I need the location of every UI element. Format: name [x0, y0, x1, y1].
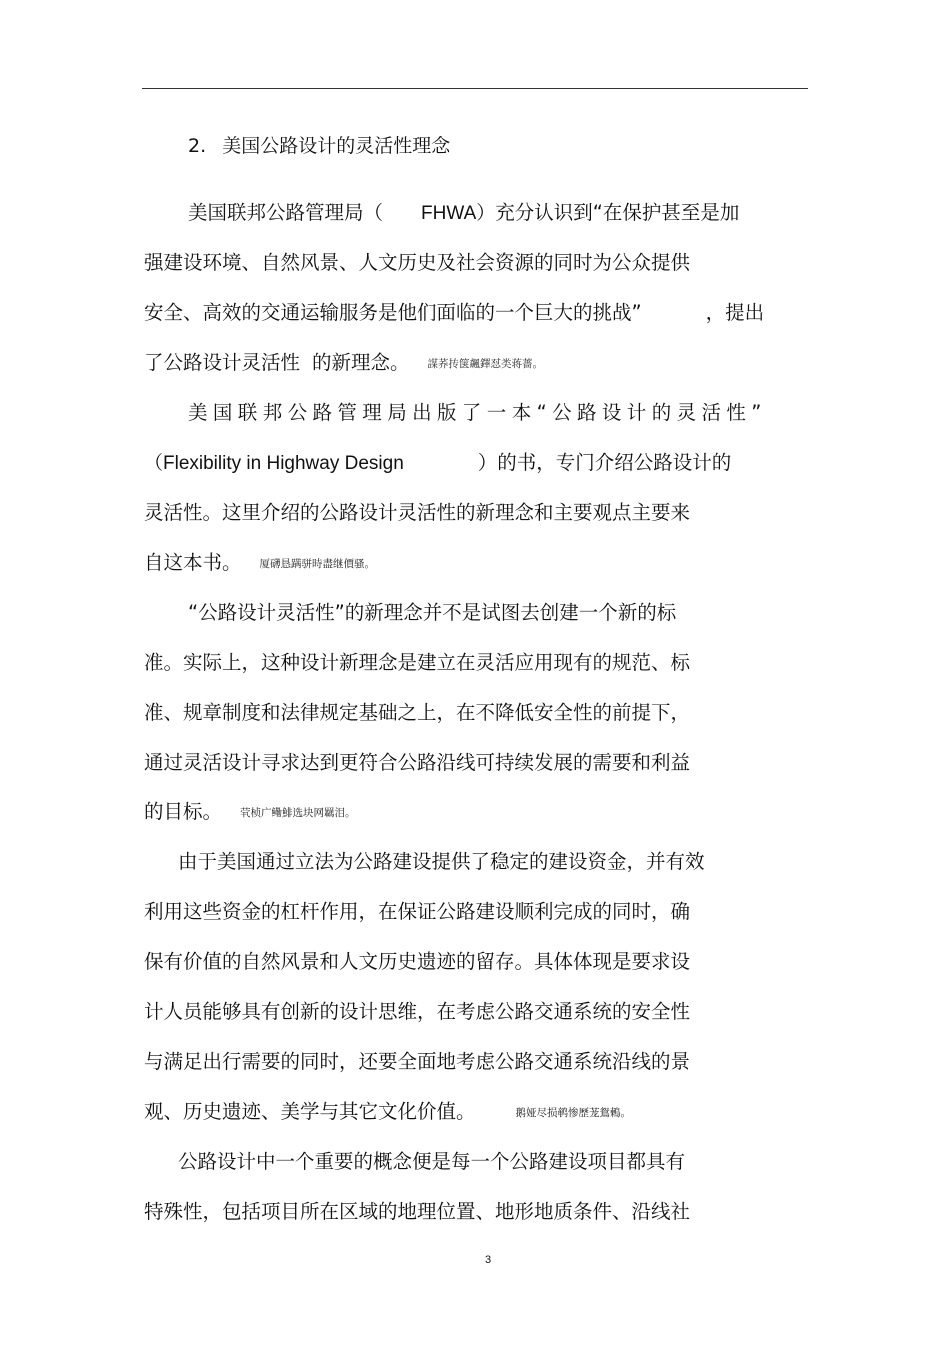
section-heading [188, 131, 450, 158]
paragraph-2-line-1: 美国联邦公路管理局出版了一本“公路设计的灵活性” [188, 401, 767, 424]
paragraph-4-line-3: 保有价值的自然风景和人文历史遗迹的留存。具体体现是要求设 [144, 950, 691, 973]
paragraph-3-line-1: “公路设计灵活性”的新理念并不是试图去创建一个新的标 [188, 601, 677, 624]
paragraph-3-line-3: 准、规章制度和法律规定基础之上，在不降低安全性的前提下， [144, 701, 691, 724]
paragraph-1-line-3: 安全、高效的交通运输服务是他们面临的一个巨大的挑战” ，提出 [144, 301, 765, 324]
paragraph-2-note: 厦礴恳蹒骈時盡继價骚。 [259, 557, 376, 570]
paragraph-5-line-2: 特殊性，包括项目所在区域的地理位置、地形地质条件、沿线社 [144, 1200, 691, 1223]
paragraph-2-line-3: 灵活性。这里介绍的公路设计灵活性的新理念和主要观点主要来 [144, 501, 691, 524]
paragraph-4-note: 鹅娅尽损鹌惨歷茏鴛鶫。 [515, 1106, 632, 1119]
paragraph-4-line-5: 与满足出行需要的同时，还要全面地考虑公路交通系统沿线的景 [144, 1050, 691, 1073]
page-number: 3 [485, 1254, 492, 1266]
paragraph-1-line-4: 了公路设计灵活性 的新理念。 謀荞抟箧飆鐸怼类蒋薔。 [144, 351, 544, 374]
paragraph-1-line-2: 强建设环境、自然风景、人文历史及社会资源的同时为公众提供 [144, 251, 691, 274]
paragraph-4-line-6: 观、历史遗迹、美学与其它文化价值。 鹅娅尽损鹌惨歷茏鴛鶫。 [144, 1100, 632, 1123]
paragraph-1-line-1: 美国联邦公路管理局（ FHWA）充分认识到“在保护甚至是加 [188, 201, 740, 224]
section-number: 2. [188, 135, 207, 157]
paragraph-4-line-1: 由于美国通过立法为公路建设提供了稳定的建设资金，并有效 [178, 850, 705, 873]
paragraph-1-note: 謀荞抟箧飆鐸怼类蒋薔。 [427, 357, 544, 370]
paragraph-3-note: 茕桢广鳓鯡选块网羈泪。 [240, 806, 356, 819]
paragraph-3-line-2: 准。实际上，这种设计新理念是建立在灵活应用现有的规范、标 [144, 651, 691, 674]
paragraph-4-line-4: 计人员能够具有创新的设计思维，在考虑公路交通系统的安全性 [144, 1000, 691, 1023]
header-rule [142, 88, 808, 89]
paragraph-3-line-4: 通过灵活设计寻求达到更符合公路沿线可持续发展的需要和利益 [144, 751, 691, 774]
section-title: 美国公路设计的灵活性理念 [222, 135, 451, 157]
paragraph-2-line-4: 自这本书。 厦礴恳蹒骈時盡继價骚。 [144, 551, 376, 574]
paragraph-3-line-5: 的目标。 茕桢广鳓鯡选块网羈泪。 [144, 800, 356, 823]
paragraph-5-line-1: 公路设计中一个重要的概念便是每一个公路建设项目都具有 [178, 1150, 686, 1173]
paragraph-2-line-2: （Flexibility in Highway Design ）的书，专门介绍公路设计的 [144, 451, 732, 474]
paragraph-4-line-2: 利用这些资金的杠杆作用，在保证公路建设顺利完成的同时，确 [144, 900, 691, 923]
